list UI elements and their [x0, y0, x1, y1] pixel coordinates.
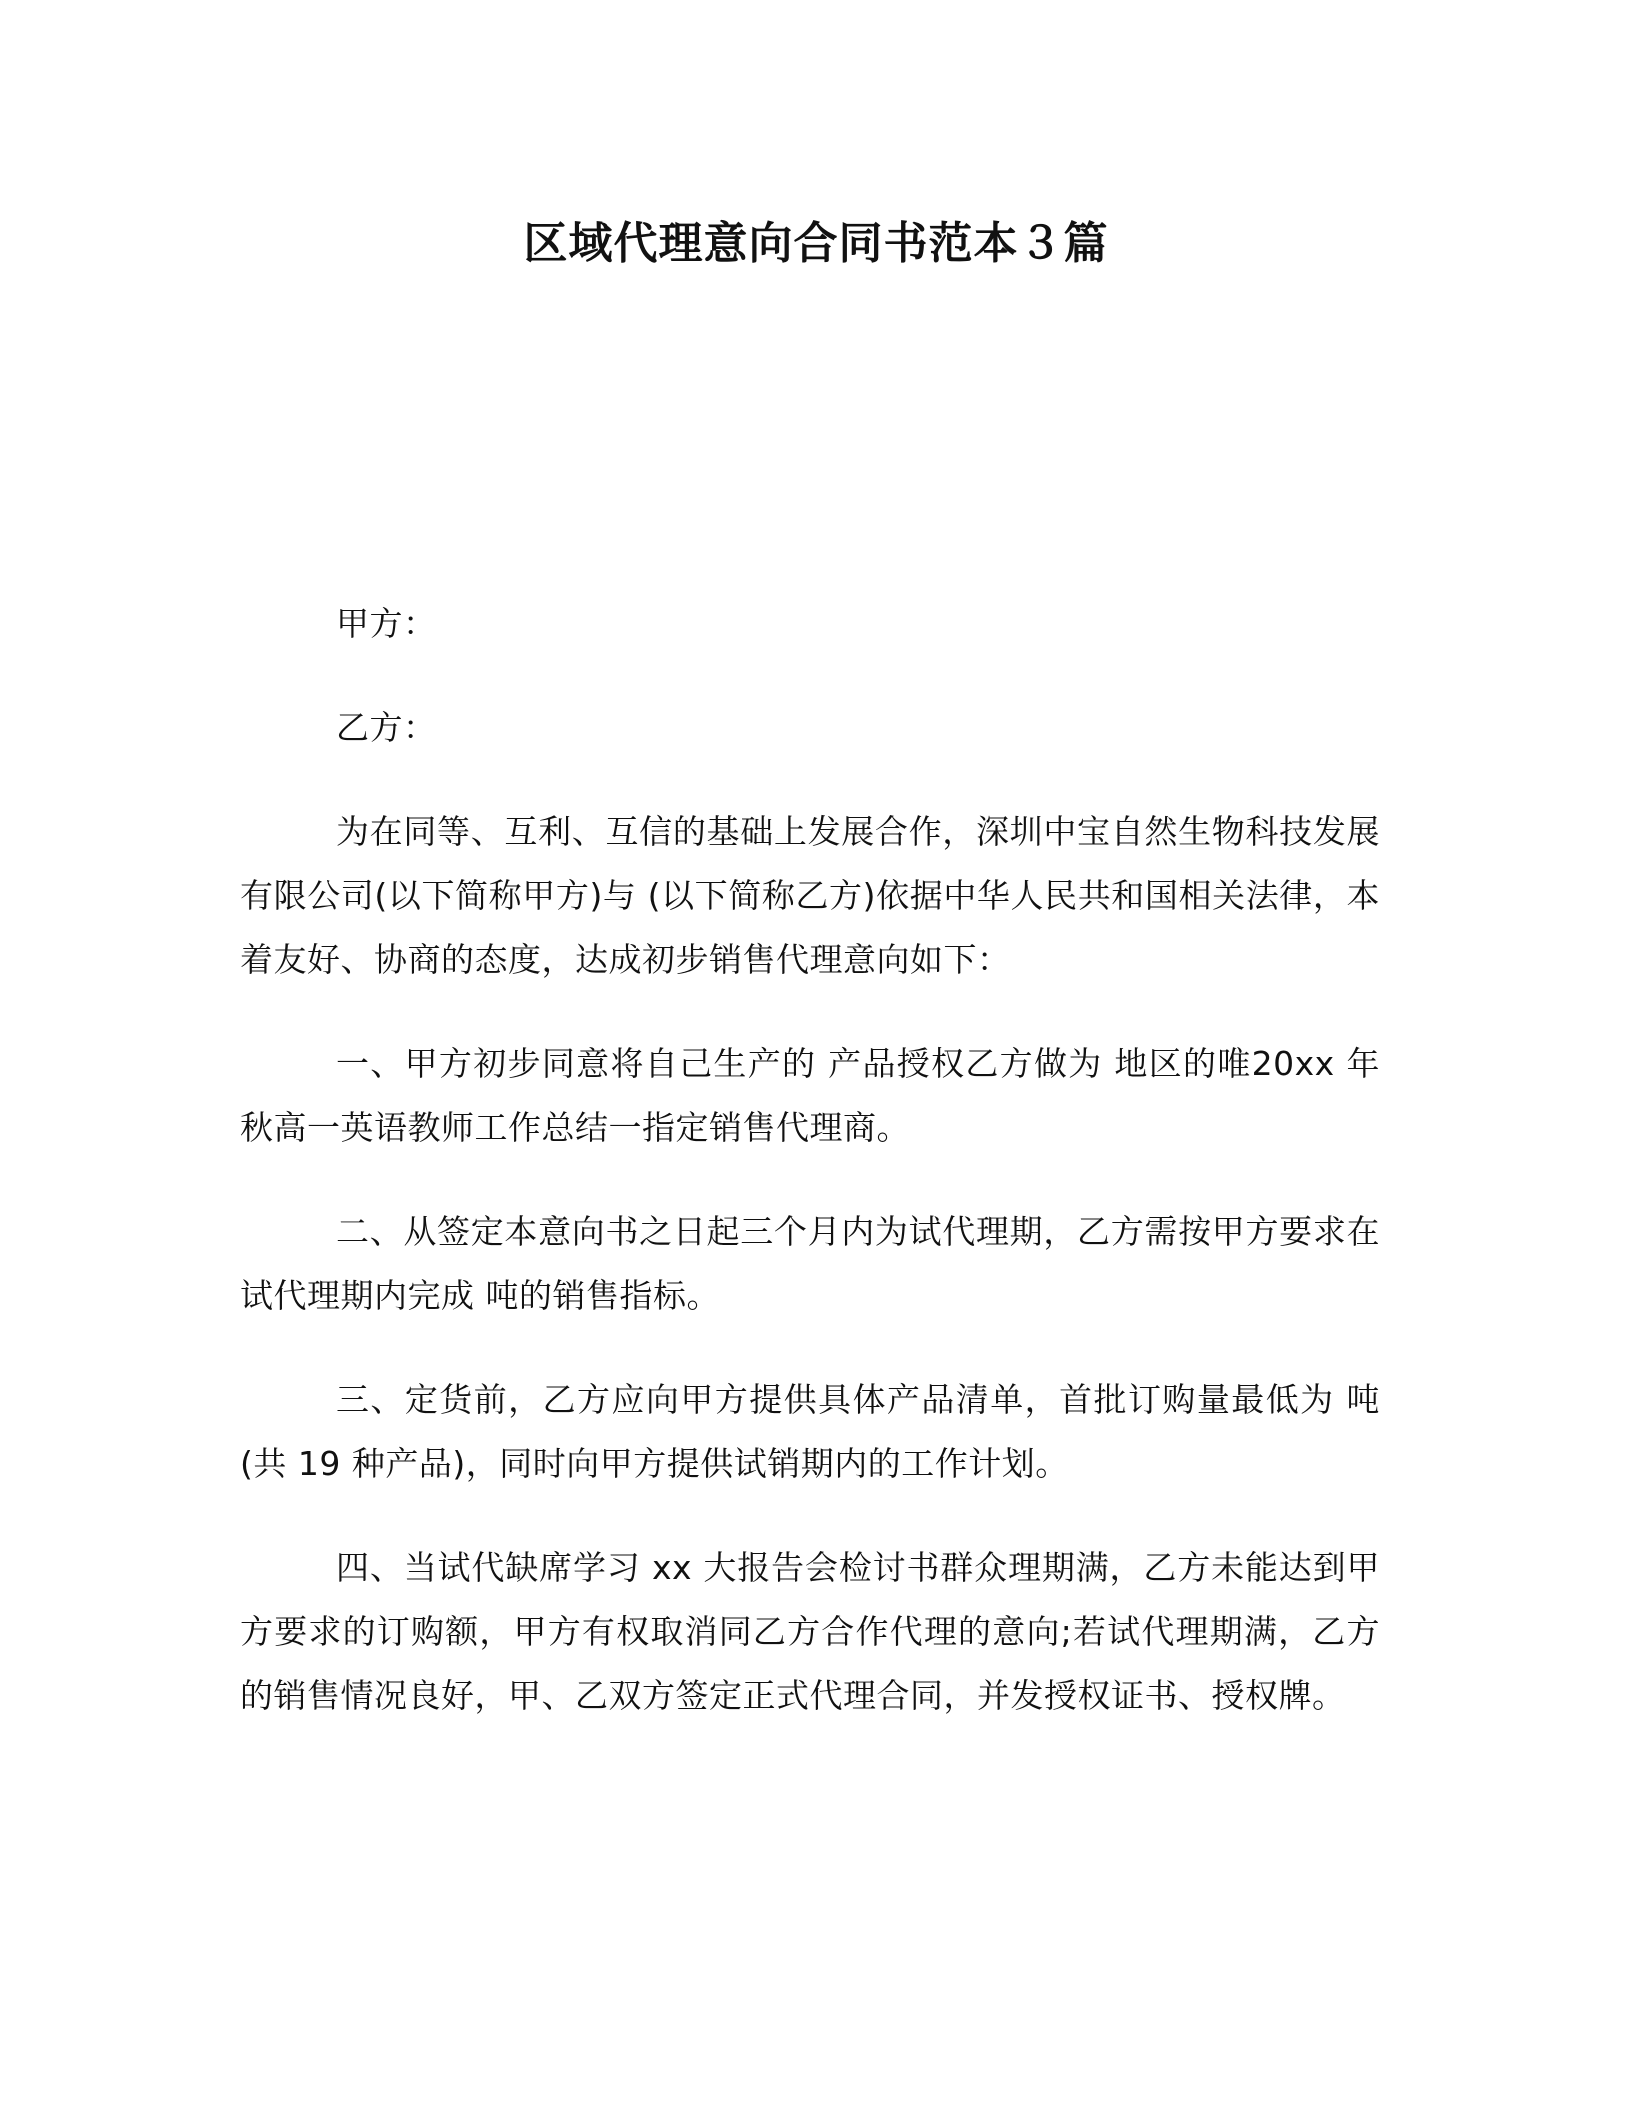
paragraph-clause-2: 二、从签定本意向书之日起三个月内为试代理期，乙方需按甲方要求在试代理期内完成 吨的销售指标。	[240, 1212, 1380, 1315]
paragraph-intro: 为在同等、互利、互信的基础上发展合作，深圳中宝自然生物科技发展有限公司(以下简称甲方)与 (以下简称乙方)依据中华人民共和国相关法律，本着友好、协商的态度，达成初步销售代理意向如下：	[240, 812, 1380, 979]
paragraph-clause-4: 四、当试代缺席学习 xx 大报告会检讨书群众理期满，乙方未能达到甲方要求的订购额，甲方有权取消同乙方合作代理的意向;若试代理期满，乙方的销售情况良好，甲、乙双方签定正式代理合同，并发授权证书、授权牌。	[240, 1548, 1380, 1715]
party-a-line: 甲方：	[336, 604, 437, 643]
document-title: 区域代理意向合同书范本３篇	[523, 218, 1109, 269]
paragraph-clause-3: 三、定货前，乙方应向甲方提供具体产品清单，首批订购量最低为 吨(共 19 种产品)，同时向甲方提供试销期内的工作计划。	[240, 1380, 1380, 1483]
paragraph-clause-1: 一、甲方初步同意将自己生产的 产品授权乙方做为 地区的唯20xx 年秋高一英语教师工作总结一指定销售代理商。	[240, 1044, 1380, 1147]
party-b-line: 乙方：	[336, 708, 437, 747]
document-body	[240, 592, 1380, 1768]
